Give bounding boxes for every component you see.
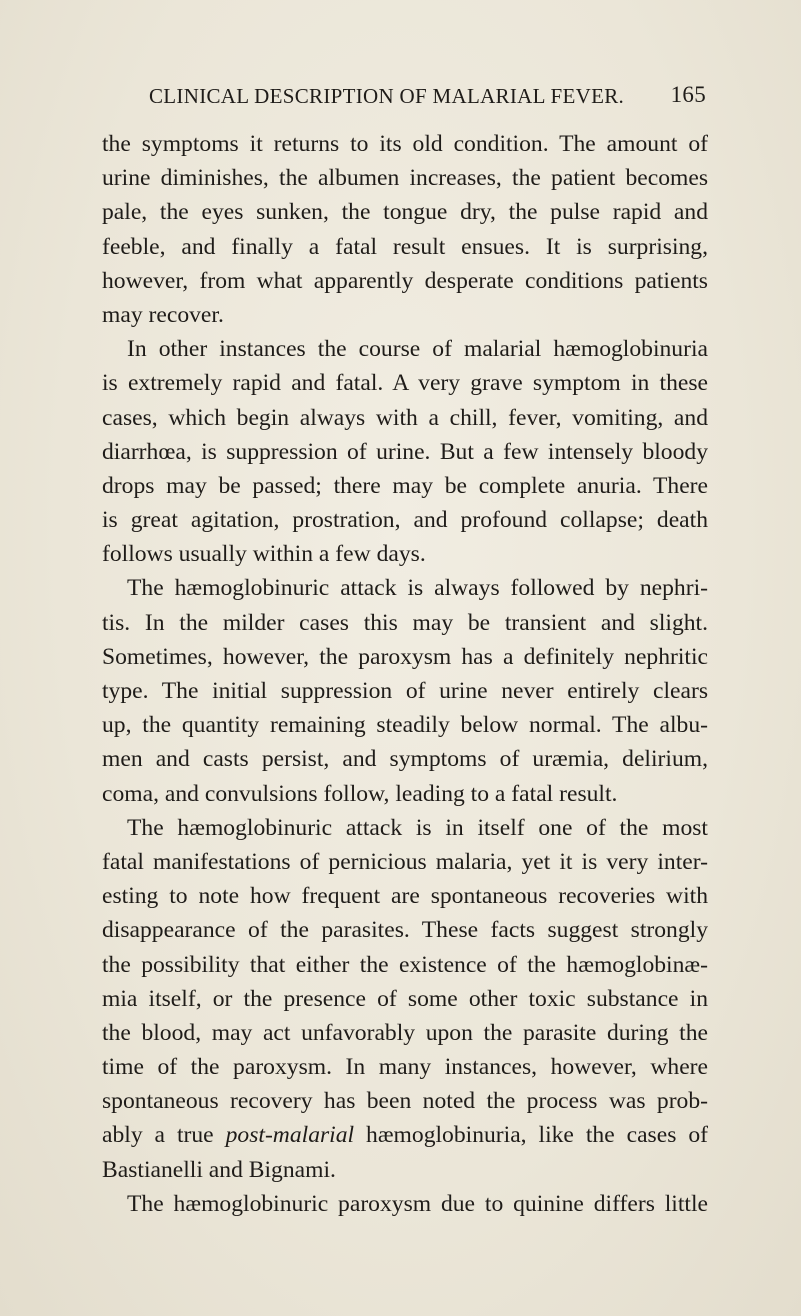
text-segment: hæmoglobinuria, like the cases of: [354, 1122, 708, 1149]
text-line: time of the paroxysm. In many instances, however, where: [102, 1054, 708, 1081]
text-line: In other instances the course of malarial hæmoglobinuria: [127, 336, 708, 363]
text-line: the symptoms it returns to its old condition. The amount of: [102, 131, 708, 157]
text-line: esting to note how frequent are spontaneous recoveries with: [102, 883, 708, 910]
text-line: diarrhœa, is suppression of urine. But a few intensely bloody: [102, 438, 708, 465]
text-line: the possibility that either the existence of the hæmoglobinæ-: [102, 951, 708, 978]
page-number: 165: [670, 82, 706, 107]
text-line: coma, and convulsions follow, leading to a fatal result.: [102, 780, 618, 807]
text-line: may recover.: [102, 301, 224, 328]
chapter-title: CLINICAL DESCRIPTION OF MALARIAL FEVER.: [149, 84, 625, 108]
text-line: pale, the eyes sunken, the tongue dry, the pulse rapid and: [102, 199, 708, 226]
text-segment: ably a true: [102, 1122, 226, 1149]
text-line: urine diminishes, the albumen increases, the patient becomes: [102, 165, 708, 192]
text-line: mia itself, or the presence of some other toxic substance in: [102, 985, 708, 1012]
text-line: type. The initial suppression of urine never entirely clears: [102, 678, 708, 704]
text-line: [102, 1118, 708, 1152]
text-line: fatal manifestations of pernicious malaria, yet it is very inter-: [102, 848, 708, 875]
text-line: feeble, and finally a fatal result ensues. It is surprising,: [102, 233, 708, 260]
text-line: The hæmoglobinuric paroxysm due to quinine differs little: [127, 1190, 708, 1217]
text-line: up, the quantity remaining steadily below normal. The albu-: [102, 712, 708, 739]
text-line: The hæmoglobinuric attack is always followed by nephri-: [127, 575, 708, 602]
text-line: tis. In the milder cases this may be transient and slight.: [102, 609, 708, 636]
text-line: men and casts persist, and symptoms of uræmia, delirium,: [102, 746, 708, 773]
text-line: disappearance of the parasites. These facts suggest strongly: [102, 917, 708, 944]
text-line: the blood, may act unfavorably upon the parasite during the: [102, 1019, 708, 1046]
text-line: is extremely rapid and fatal. A very grave symptom in these: [102, 370, 708, 397]
text-line: The hæmoglobinuric attack is in itself one of the most: [127, 814, 708, 841]
italic-term: post-malarial: [225, 1122, 355, 1149]
text-line: cases, which begin always with a chill, fever, vomiting, and: [102, 404, 708, 431]
text-line: spontaneous recovery has been noted the process was prob-: [102, 1088, 708, 1115]
text-line: Sometimes, however, the paroxysm has a definitely nephritic: [102, 643, 708, 670]
running-head: [149, 84, 706, 110]
text-line: drops may be passed; there may be complete anuria. There: [102, 472, 708, 499]
body-text: [102, 127, 708, 1221]
text-line: Bastianelli and Bignami.: [102, 1156, 336, 1183]
text-line: follows usually within a few days.: [102, 541, 426, 568]
text-line: however, from what apparently desperate conditions patients: [102, 267, 708, 294]
text-line: is great agitation, prostration, and profound collapse; death: [102, 507, 708, 534]
